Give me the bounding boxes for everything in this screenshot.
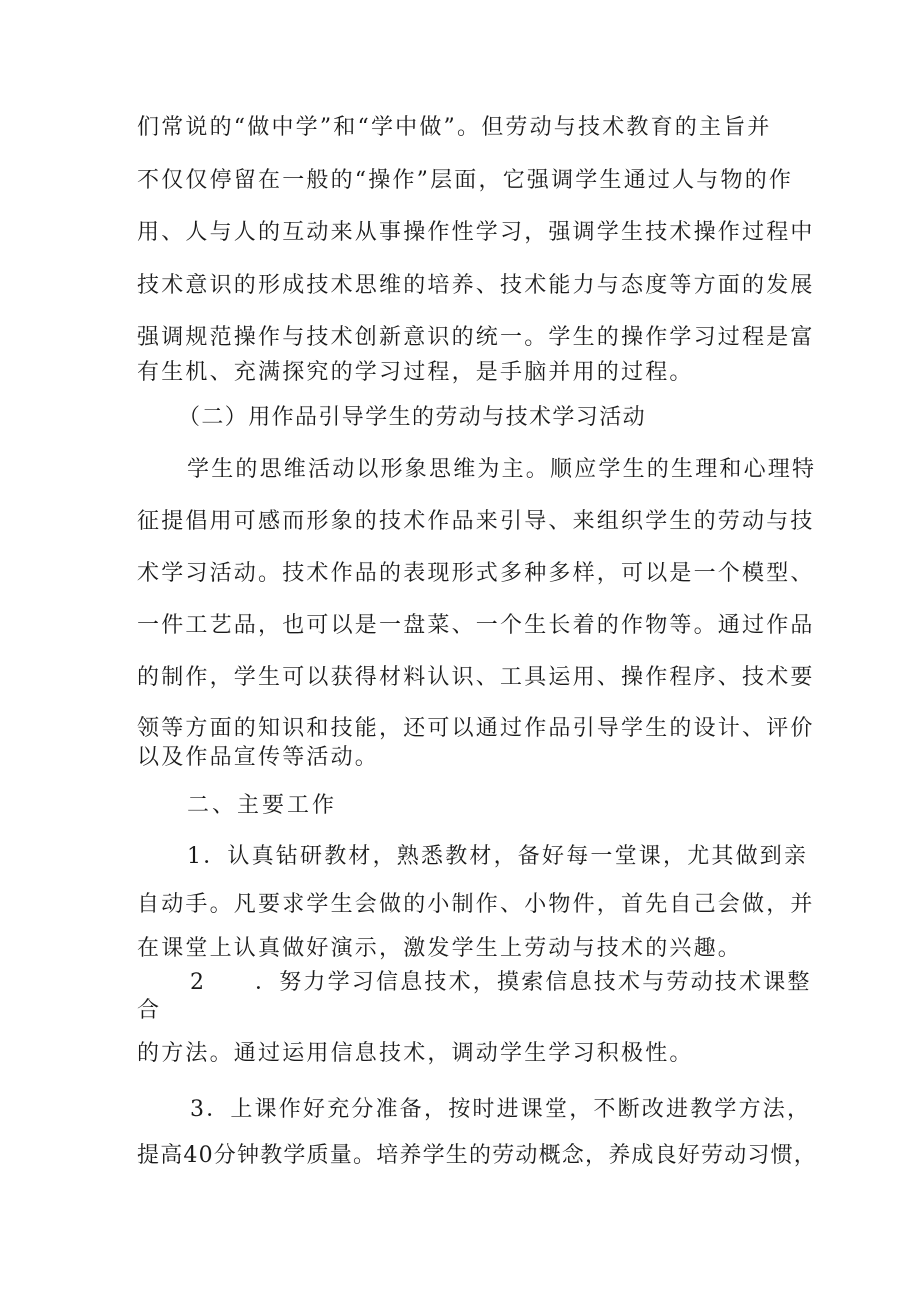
paragraph-line: 强调规范操作与技术创新意识的统一。学生的操作学习过程是富 <box>137 325 815 350</box>
list-item-number: 2 <box>190 970 207 995</box>
subheading: （二）用作品引导学生的劳动与技术学习活动 <box>178 405 647 430</box>
list-item-line: 在课堂上认真做好演示，激发学生上劳动与技术的兴趣。 <box>137 936 743 961</box>
paragraph-line: 有生机、充满探究的学习过程，是手脑并用的过程。 <box>137 360 694 385</box>
list-item-line: 3．上课作好充分准备，按时进课堂，不断改进教学方法， <box>190 1097 812 1122</box>
paragraph-line: 的制作，学生可以获得材料认识、工具运用、操作程序、技术要 <box>137 665 815 690</box>
list-item-line: 自动手。凡要求学生会做的小制作、小物件，首先自己会做，并 <box>137 892 815 917</box>
paragraph-line: 以及作品宣传等活动。 <box>137 745 380 770</box>
section-heading: 二、主要工作 <box>187 793 338 818</box>
list-item-line: 提高40分钟教学质量。培养学生的劳动概念，养成良好劳动习惯， <box>137 1143 817 1168</box>
paragraph-line: 用、人与人的互动来从事操作性学习，强调学生技术操作过程中 <box>137 220 815 245</box>
paragraph-line: 术学习活动。技术作品的表现形式多种多样，可以是一个模型、 <box>137 561 815 586</box>
list-item-line: 的方法。通过运用信息技术，调动学生学习积极性。 <box>137 1041 694 1066</box>
list-item-line: 合 <box>137 998 162 1023</box>
paragraph-line: 技术意识的形成技术思维的培养、技术能力与态度等方面的发展 <box>137 273 815 298</box>
paragraph-line: 不仅仅停留在一般的“操作”层面，它强调学生通过人与物的作 <box>137 168 794 193</box>
paragraph-line: 领等方面的知识和技能，还可以通过作品引导学生的设计、评价 <box>137 716 815 741</box>
list-item-line: 1．认真钻研教材，熟悉教材，备好每一堂课，尤其做到亲 <box>187 844 809 869</box>
paragraph-line: 征提倡用可感而形象的技术作品来引导、来组织学生的劳动与技 <box>137 509 815 534</box>
paragraph-line: 一件工艺品，也可以是一盘菜、一个生长着的作物等。通过作品 <box>137 613 815 638</box>
list-item-line: ．努力学习信息技术，摸索信息技术与劳动技术课整 <box>255 970 812 995</box>
paragraph-line: 们常说的“做中学”和“学中做”。但劳动与技术教育的主旨并 <box>137 115 772 140</box>
paragraph-line: 学生的思维活动以形象思维为主。顺应学生的生理和心理特 <box>187 457 817 482</box>
